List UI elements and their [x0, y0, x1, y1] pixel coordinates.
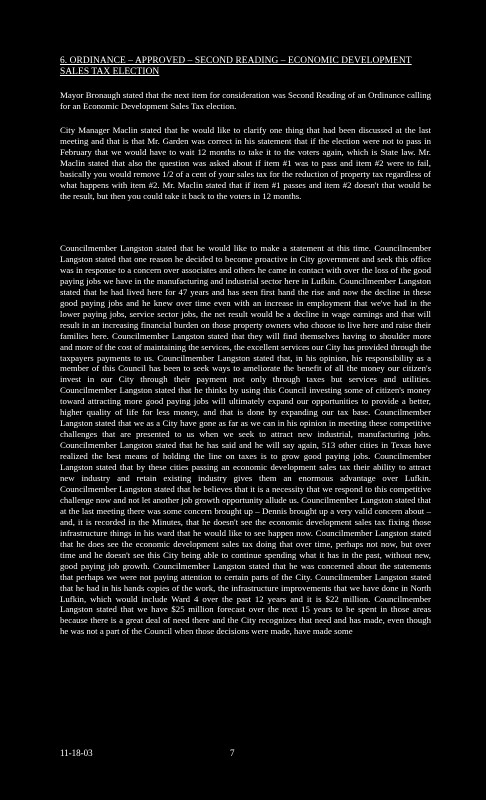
section-heading: 6. ORDINANCE – APPROVED – SECOND READING – ECONOMIC DEVELOPMENT SALES TAX ELECTION [60, 56, 412, 77]
paragraph-mayor-statement: Mayor Bronaugh stated that the next item for consideration was Second Reading of an Ordinance calling for an Economic Development Sales Tax election. [60, 90, 431, 111]
footer-page-number: 7 [230, 748, 235, 758]
paragraph-councilmember-statement: Councilmember Langston stated that he would like to make a statement at this time. Councilmember Langston stated that one reason he decided to become proactive in City government and seek this office was in response to a concern over associates and others he came in contact with over the loss of the good paying jobs we have in the manufacturing and industrial sector here in Lufkin. Councilmember Langston stated that he had lived here for 47 years and has seen first hand the rise and now the decline in these good paying jobs and he knew over time even with an increase in employment that we've had in the lower paying jobs, service sector jobs, the net result would be a decline in wage earnings and that will result in an increasing financial burden on those property owners who choose to live here and raise their families here. Councilmember Langston stated that they will find themselves having to shoulder more and more of the cost of maintaining the services, the excellent services our City has provided through the taxpayers payments to us. Councilmember Langston stated that, in his opinion, his responsibility as a member of this Council has been to seek ways to ameliorate the benefit of all the money our citizen's invest in our City through their payment not only through taxes but services and utilities. Councilmember Langston stated that he thinks by using this Council investing some of citizen's money toward attracting more good paying jobs will ultimately expand our opportunities to provide a better, higher quality of life for less money, and that is done by expanding our tax base. Councilmember Langston stated that we as a City have gone as far as we can in his opinion in meeting these competitive challenges that are presented to us when we seek to attract new industrial, manufacturing jobs. Councilmember Langston stated that he has said and he will say again, 513 other cities in Texas have realized the best means of holding the line on taxes is to grow good paying jobs. Councilmember Langston stated that by these cities passing an economic development sales tax their ability to attract new industry and retain existing industry gives them an enormous advantage over Lufkin. Councilmember Langston stated that he believes that it is a necessity that we respond to this competitive challenge now and not let another job growth opportunity allude us. Councilmember Langston stated that at the last meeting there was some concern brought up – Dennis brought up a very valid concern about – and, it is recorded in the Minutes, that he doesn't see the economic development sales tax fixing those infrastructure things in his ward that he would like to see happen now. Councilmember Langston stated that he does see the economic development sales tax doing that over time, perhaps not now, but over time and he doesn't see this City being able to continue spending what it has in the past, without new, good paying job growth. Councilmember Langston stated that he was concerned about the statements that perhaps we were not paying attention to certain parts of the City. Councilmember Langston stated that he had in his hands copies of the work, the infrastructure improvements that we have done in North Lufkin, which would include Ward 4 over the past 12 years and it is $22 million. Councilmember Langston stated that we have $25 million forecast over the next 15 years to be spent in those areas because there is a great deal of need there and the City recognizes that need and has made, even though he was not a part of the Council when those decisions were made, have made some [60, 243, 431, 637]
paragraph-city-manager-statement: City Manager Maclin stated that he would like to clarify one thing that had been discussed at the last meeting and that is that Mr. Garden was correct in his statement that if the election were not to pass in February that we would have to wait 12 months to take it to the voters again, which is State law. Mr. Maclin stated that also the question was asked about if item #1 was to pass and item #2 were to fail, basically you would remove 1/2 of a cent of your sales tax for the reduction of property tax regardless of what happens with item #2. Mr. Maclin stated that if item #1 passes and item #2 doesn't that would be the result, but then you could take it back to the voters in 12 months. [60, 125, 431, 201]
footer-date: 11-18-03 [60, 748, 93, 758]
